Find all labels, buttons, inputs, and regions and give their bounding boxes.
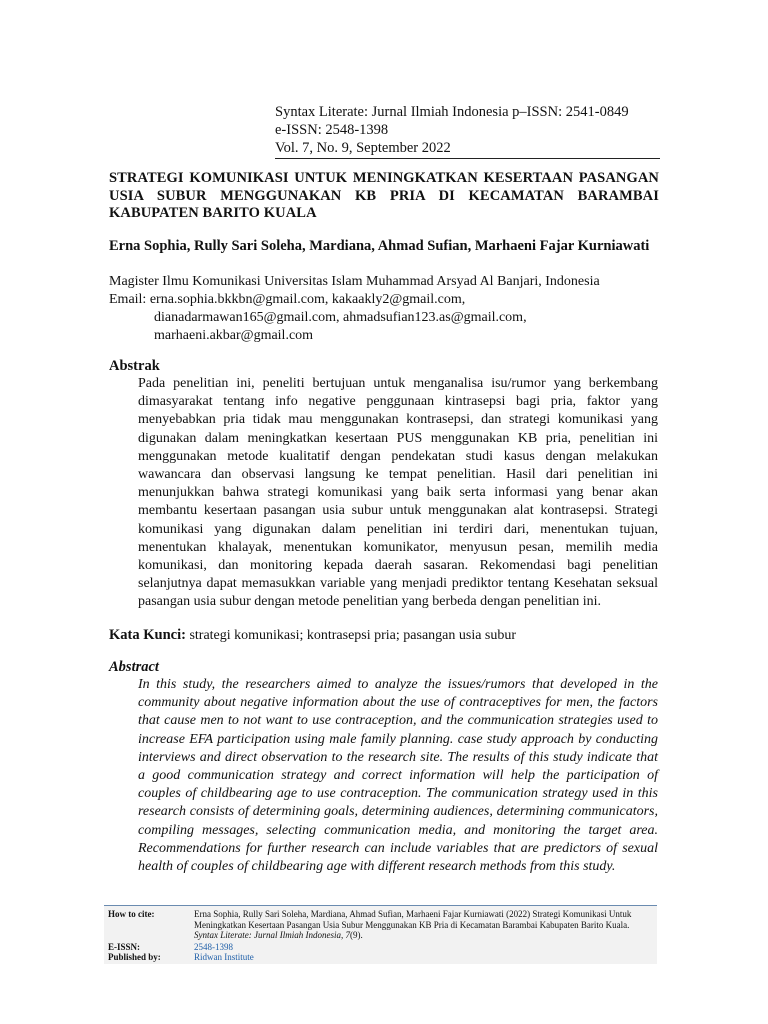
abstrak-section: [109, 357, 659, 612]
journal-eissn-line: e-ISSN: 2548-1398: [275, 122, 389, 138]
how-to-cite-row: [104, 906, 657, 941]
email-line-3: marhaeni.akbar@gmail.com: [154, 328, 314, 343]
publisher-link[interactable]: Ridwan Institute: [194, 952, 254, 962]
affiliation: Magister Ilmu Komunikasi Universitas Islam Muhammad Arsyad Al Banjari, Indonesia: [109, 274, 600, 289]
abstract-section: [109, 658, 659, 876]
keywords-text: strategi komunikasi; kontrasepsi pria; pasangan usia subur: [185, 628, 517, 643]
publisher-row: [104, 952, 657, 963]
how-to-cite-label: How to cite:: [108, 909, 155, 919]
journal-name-line: Syntax Literate: Jurnal Ilmiah Indonesia p–ISSN: 2541-0849: [275, 104, 629, 120]
email-line-1: Email: erna.sophia.bkkbn@gmail.com, kakaakly2@gmail.com,: [109, 292, 466, 307]
paper-title: STRATEGI KOMUNIKASI UNTUK MENINGKATKAN KESERTAAN PASANGAN USIA SUBUR MENGGUNAKAN KB PRIA DI KECAMATAN BARAMBAI KABUPATEN BARITO KUALA: [109, 170, 659, 221]
journal-header: [275, 103, 660, 159]
keywords-label: Kata Kunci:: [109, 627, 186, 643]
journal-volume-line: Vol. 7, No. 9, September 2022: [275, 140, 451, 156]
eissn-label: E-ISSN:: [108, 941, 141, 952]
email-line-2: dianadarmawan165@gmail.com, ahmadsufian123.as@gmail.com,: [154, 310, 527, 325]
abstract-heading: Abstract: [109, 659, 159, 675]
citation-box: [104, 905, 657, 964]
keywords-line: [109, 626, 669, 645]
publisher-label: Published by:: [108, 952, 161, 962]
citation-journal: Syntax Literate: Jurnal Ilmiah Indonesia, 7: [194, 930, 350, 940]
abstrak-body: Pada penelitian ini, peneliti bertujuan untuk menganalisa isu/rumor yang berkembang dimasyarakat tentang info negative penggunaan kintrasepsi bagi pria, faktor yang menyebabkan pria tidak mau menggunakan kontrasepsi, dan strategi komunikasi yang digunakan dalam meningkatkan kesertaan PUS menggunakan KB pria, penelitian ini menggunakan metode kualitatif dengan pendekatan studi kasus dengan melakukan wawancara dan observasi langsung ke tempat penelitian. Hasil dari penelitian ini menunjukkan bahwa strategi komunikasi yang baik serta informasi yang benar akan membantu kesertaan pasangan usia subur untuk menggunakan alat kontrasepsi. Strategi komunikasi yang digunakan dalam penelitian ini terdiri dari, menentukan tujuan, menentukan khalayak, menentukan komunikator, menyusun pesan, memilih media komunikasi, dan monitoring kepada daerah sasaran. Rekomendasi bagi penelitian selanjutnya dapat memasukkan variable yang menjadi prediktor tentang Kesehatan seksual pasangan usia subur dengan metode penelitian yang berbeda dengan penelitian ini.: [138, 376, 658, 610]
abstrak-heading: Abstrak: [109, 358, 160, 374]
eissn-row: [104, 942, 657, 953]
how-to-cite-text: [194, 909, 657, 941]
eissn-link[interactable]: 2548-1398: [194, 941, 233, 952]
citation-issue: (9).: [349, 930, 363, 940]
affiliation-block: [109, 273, 669, 345]
abstract-body: In this study, the researchers aimed to analyze the issues/rumors that developed in the community about negative information about the use of contraceptives for men, the factors that cause men to not want to use contraception, and the communication strategies used to increase EFA participation using male family planning. case study approach by conducting interviews and direct observation to the research site. The results of this study indicate that a good communication strategy and correct information will help the participation of couples of childbearing age to use contraception. The communication strategy used in this research consists of determining goals, determining audiences, determining communicators, compiling messages, selecting communication media, and monitoring the target area. Recommendations for further research can include variables that are predictors of sexual health of couples of childbearing age with different research methods from this study.: [138, 677, 658, 875]
citation-reference: Erna Sophia, Rully Sari Soleha, Mardiana, Ahmad Sufian, Marhaeni Fajar Kurniawati (2022) Strategi Komunikasi Untuk Meningkatkan Kesertaan Pasangan Usia Subur Menggunakan KB Pria di Kecamatan Barambai Kabupaten Barito Kuala.: [194, 909, 632, 930]
paper-authors: Erna Sophia, Rully Sari Soleha, Mardiana, Ahmad Sufian, Marhaeni Fajar Kurniawati: [109, 238, 650, 254]
